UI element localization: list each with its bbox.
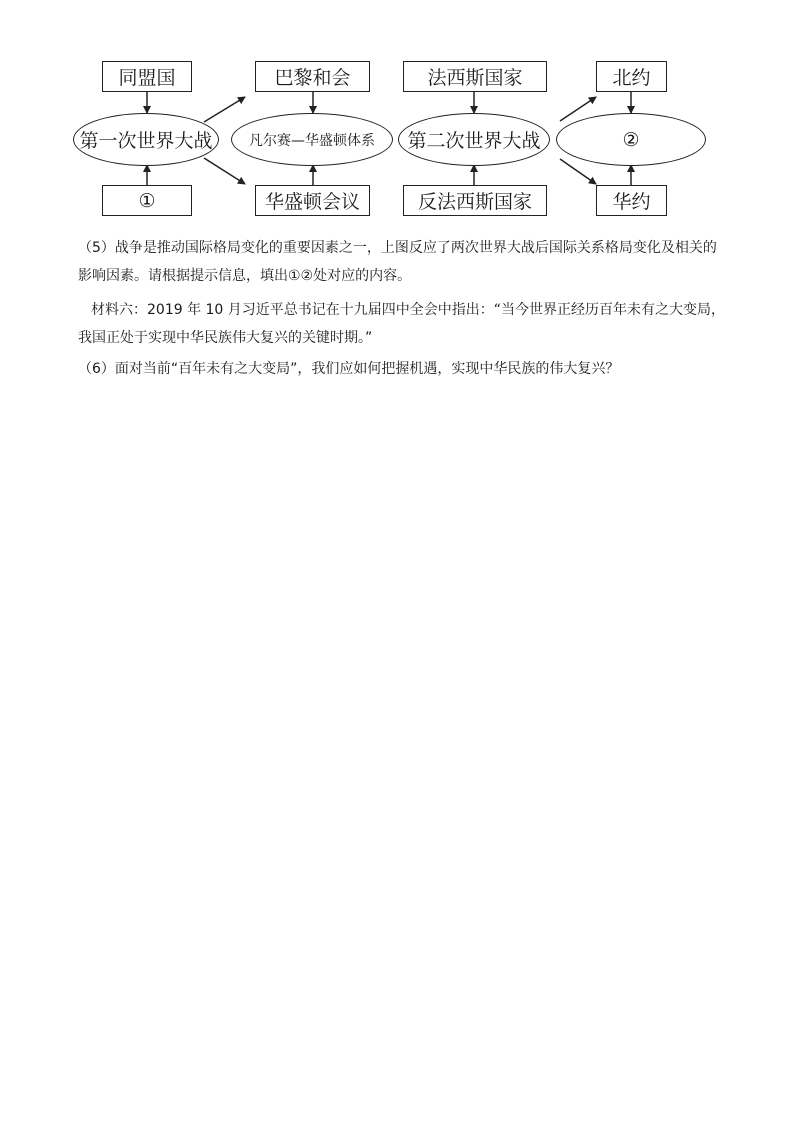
arrow-ww1-to-paris	[204, 97, 245, 122]
box-tongmengguo: 同盟国	[102, 61, 192, 92]
q5-line-1: （5）战争是推动国际格局变化的重要因素之一，上图反应了两次世界大战后国际关系格局变化及相关的	[78, 240, 717, 256]
box-fascist-countries: 法西斯国家	[403, 61, 547, 92]
q6-line: （6）面对当前“百年未有之大变局”，我们应如何把握机遇，实现中华民族的伟大复兴？	[78, 361, 620, 377]
box-nato: 北约	[596, 61, 667, 92]
material6-line-2: 我国正处于实现中华民族伟大复兴的关键时期。”	[78, 330, 373, 346]
oval-versailles-washington-system: 凡尔赛—华盛顿体系	[231, 113, 393, 166]
oval-blank2: ②	[556, 113, 706, 166]
arrow-ww1-to-washington	[204, 158, 245, 184]
box-paris-conference: 巴黎和会	[255, 61, 370, 92]
oval-ww1: 第一次世界大战	[73, 113, 219, 166]
material-6	[78, 296, 738, 352]
oval-ww2: 第二次世界大战	[398, 113, 550, 166]
history-flow-diagram	[0, 0, 800, 230]
box-warsaw-pact: 华约	[596, 185, 667, 216]
box-washington-conference: 华盛顿会议	[255, 185, 370, 216]
q5-line-2: 影响因素。请根据提示信息，填出①②处对应的内容。	[78, 268, 412, 284]
box-antifascist-countries: 反法西斯国家	[403, 185, 547, 216]
question-5	[78, 234, 738, 290]
material6-line-1: 材料六：2019 年 10 月习近平总书记在十九届四中全会中指出：“当今世界正经历百年未有之大变局，	[91, 302, 726, 318]
arrow-blank2-to-warsaw	[560, 159, 596, 184]
box-blank1: ①	[102, 185, 192, 216]
question-6	[78, 355, 738, 383]
